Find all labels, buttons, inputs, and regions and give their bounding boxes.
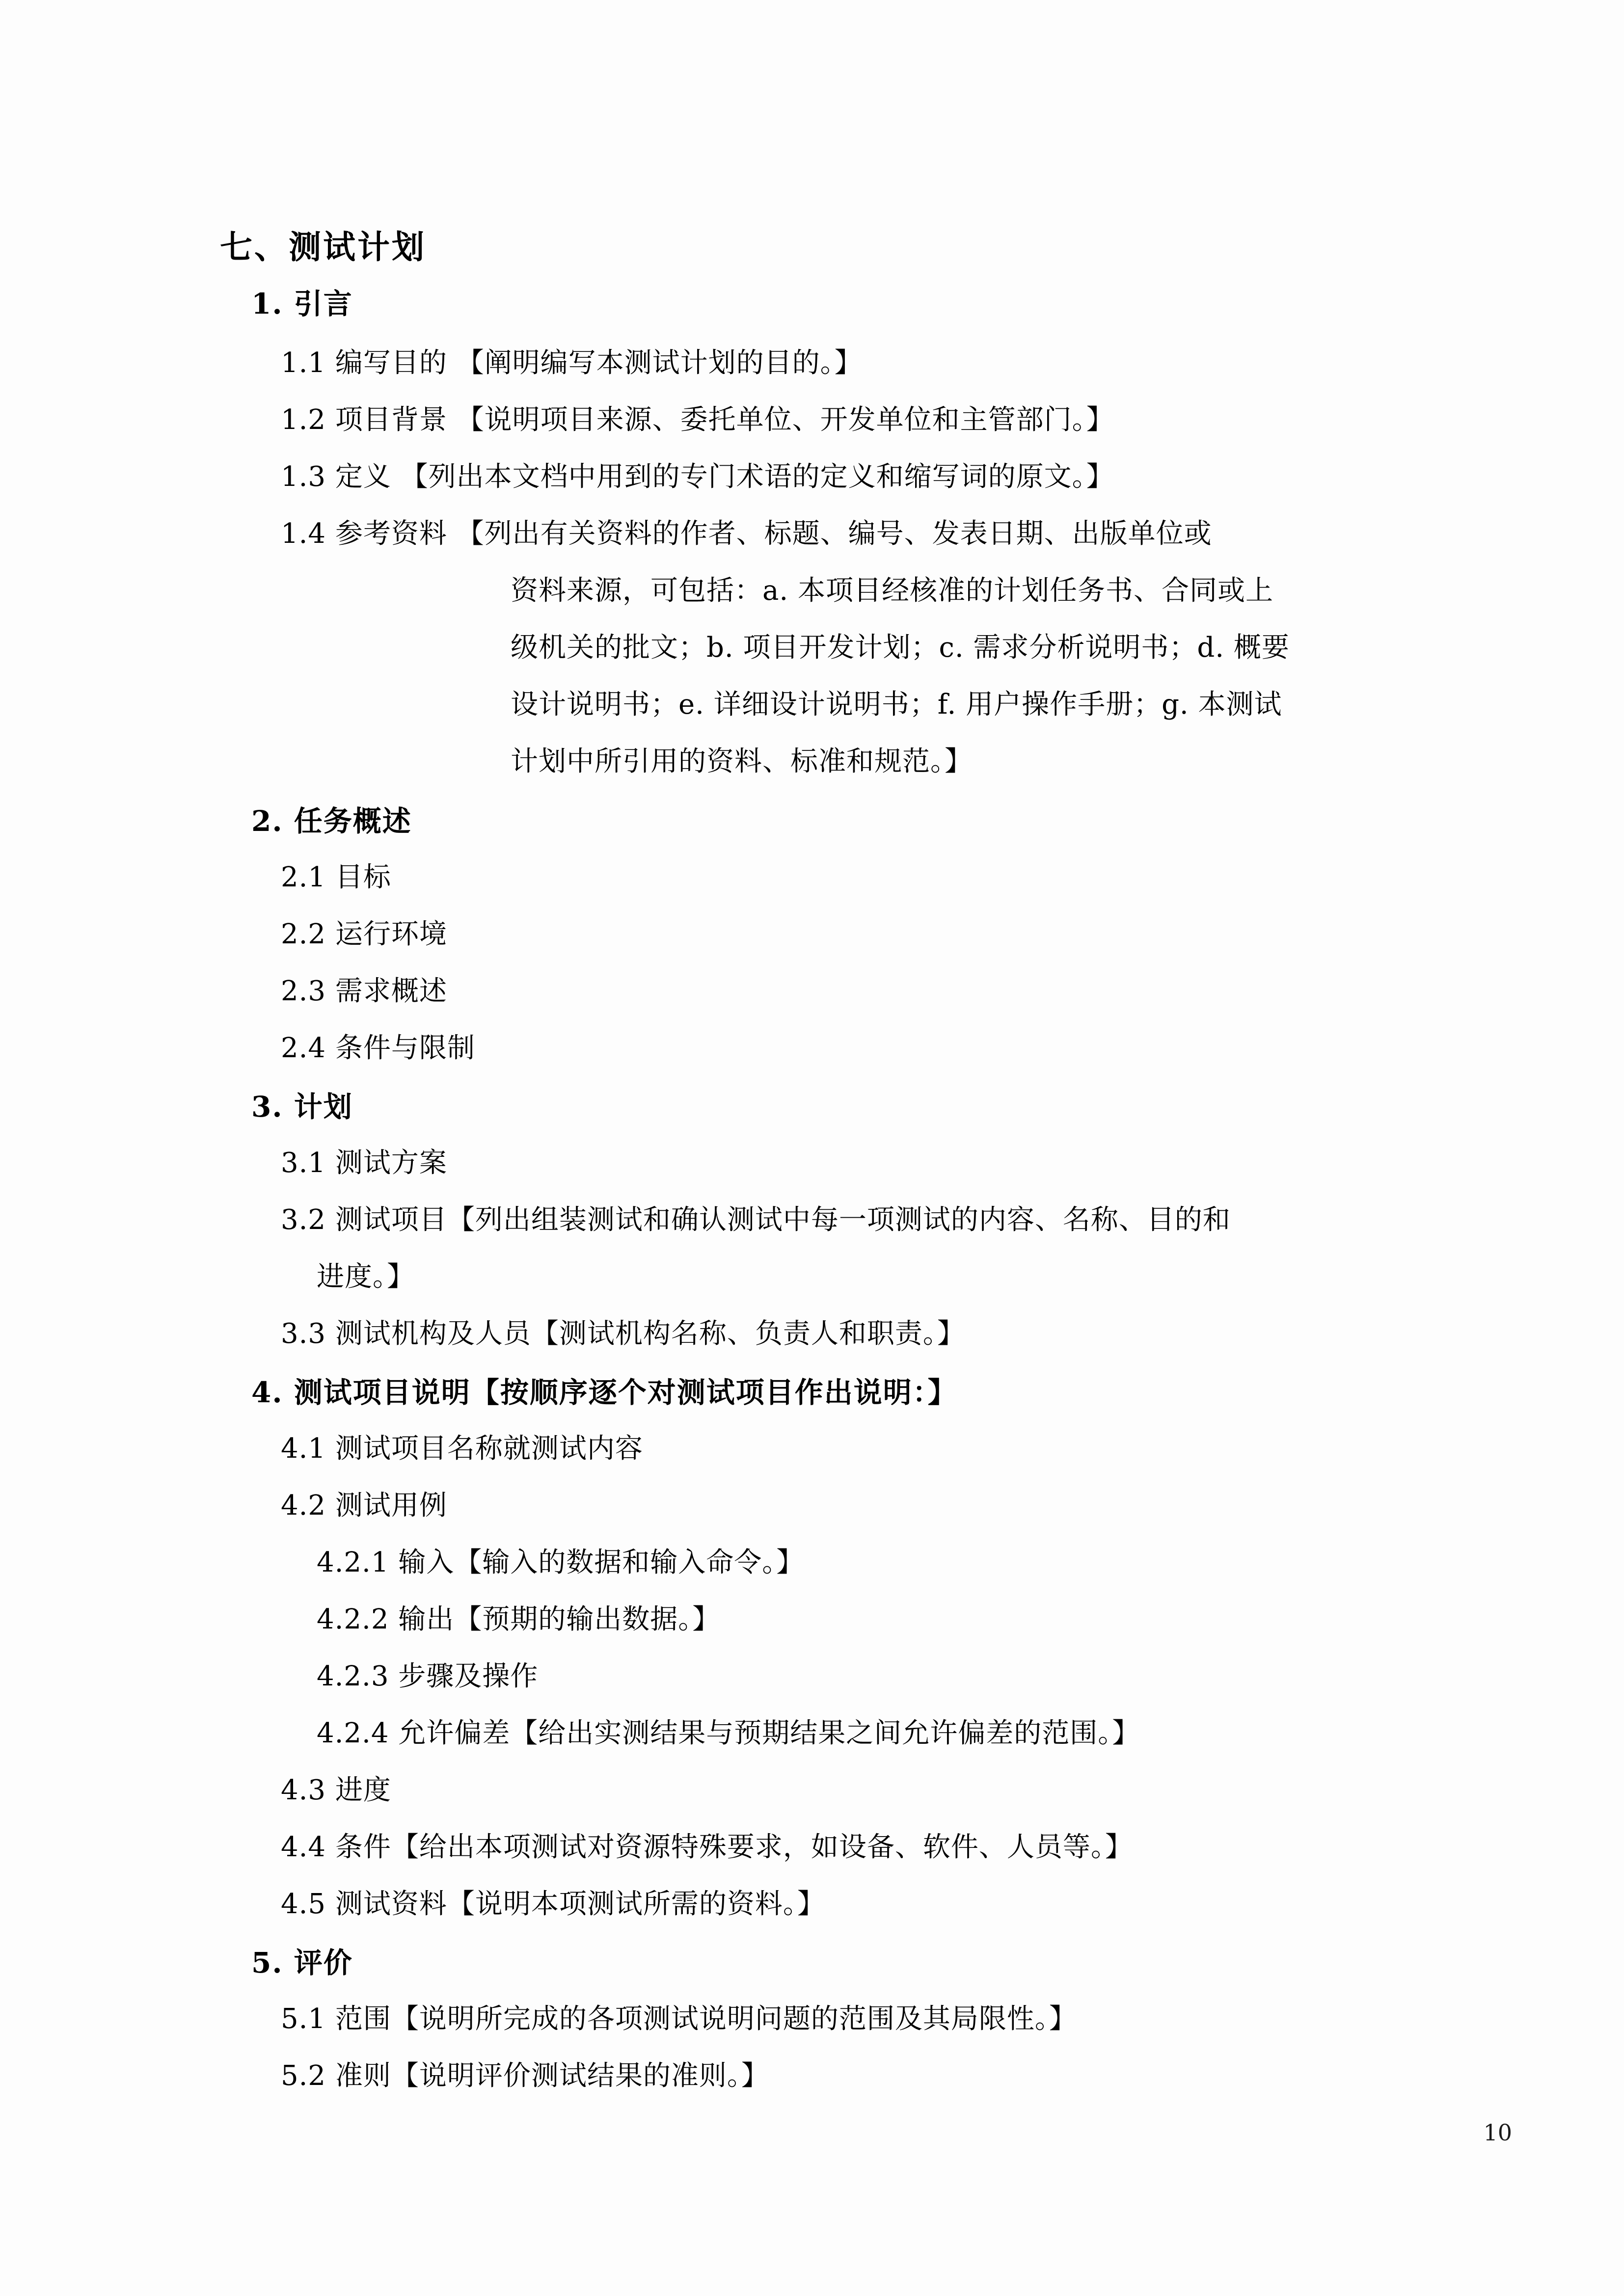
item-1-3: 1.3 定义 【列出本文档中用到的专门术语的定义和缩写词的原文。】 xyxy=(281,461,1114,493)
sec-2-heading: 2. 任务概述 xyxy=(251,804,412,838)
item-2-2: 2.2 运行环境 xyxy=(281,918,447,950)
item-1-4-l4: 设计说明书；e. 详细设计说明书；f. 用户操作手册；g. 本测试 xyxy=(511,689,1282,721)
item-4-2-4: 4.2.4 允许偏差【给出实测结果与预期结果之间允许偏差的范围。】 xyxy=(317,1717,1140,1749)
heading-main: 七、测试计划 xyxy=(220,228,426,266)
item-4-3: 4.3 进度 xyxy=(281,1774,391,1806)
sec-3-heading: 3. 计划 xyxy=(251,1090,353,1123)
item-2-3: 2.3 需求概述 xyxy=(281,975,447,1007)
item-4-2-2: 4.2.2 输出【预期的输出数据。】 xyxy=(317,1603,721,1635)
sec-4-heading: 4. 测试项目说明【按顺序逐个对测试项目作出说明：】 xyxy=(251,1376,957,1409)
sec-5-heading: 5. 评价 xyxy=(251,1946,353,1979)
item-4-2-3: 4.2.3 步骤及操作 xyxy=(317,1660,539,1692)
item-2-1: 2.1 目标 xyxy=(281,861,391,893)
item-4-5: 4.5 测试资料【说明本项测试所需的资料。】 xyxy=(281,1888,825,1920)
item-4-1: 4.1 测试项目名称就测试内容 xyxy=(281,1433,643,1465)
item-1-4-l5: 计划中所引用的资料、标准和规范。】 xyxy=(511,746,973,777)
item-5-1: 5.1 范围【说明所完成的各项测试说明问题的范围及其局限性。】 xyxy=(281,2003,1077,2035)
item-3-2-l1: 3.2 测试项目【列出组装测试和确认测试中每一项测试的内容、名称、目的和 xyxy=(281,1204,1231,1236)
item-1-4-l2: 资料来源，可包括：a. 本项目经核准的计划任务书、合同或上 xyxy=(511,575,1273,607)
item-3-3: 3.3 测试机构及人员【测试机构名称、负责人和职责。】 xyxy=(281,1318,965,1350)
item-3-2-l2: 进度。】 xyxy=(317,1261,415,1293)
item-4-2: 4.2 测试用例 xyxy=(281,1490,447,1522)
item-3-1: 3.1 测试方案 xyxy=(281,1147,447,1179)
sec-1-heading: 1. 引言 xyxy=(251,287,353,320)
item-4-4: 4.4 条件【给出本项测试对资源特殊要求，如设备、软件、人员等。】 xyxy=(281,1831,1133,1863)
item-1-4-l1: 1.4 参考资料 【列出有关资料的作者、标题、编号、发表日期、出版单位或 xyxy=(281,518,1212,550)
page-number: 10 xyxy=(1483,2119,1512,2146)
item-1-2: 1.2 项目背景 【说明项目来源、委托单位、开发单位和主管部门。】 xyxy=(281,404,1114,436)
item-2-4: 2.4 条件与限制 xyxy=(281,1032,475,1064)
item-1-4-l3: 级机关的批文；b. 项目开发计划；c. 需求分析说明书；d. 概要 xyxy=(511,632,1290,664)
item-1-1: 1.1 编写目的 【阐明编写本测试计划的目的。】 xyxy=(281,347,863,379)
item-5-2: 5.2 准则【说明评价测试结果的准则。】 xyxy=(281,2060,769,2092)
item-4-2-1: 4.2.1 输入【输入的数据和输入命令。】 xyxy=(317,1547,805,1578)
